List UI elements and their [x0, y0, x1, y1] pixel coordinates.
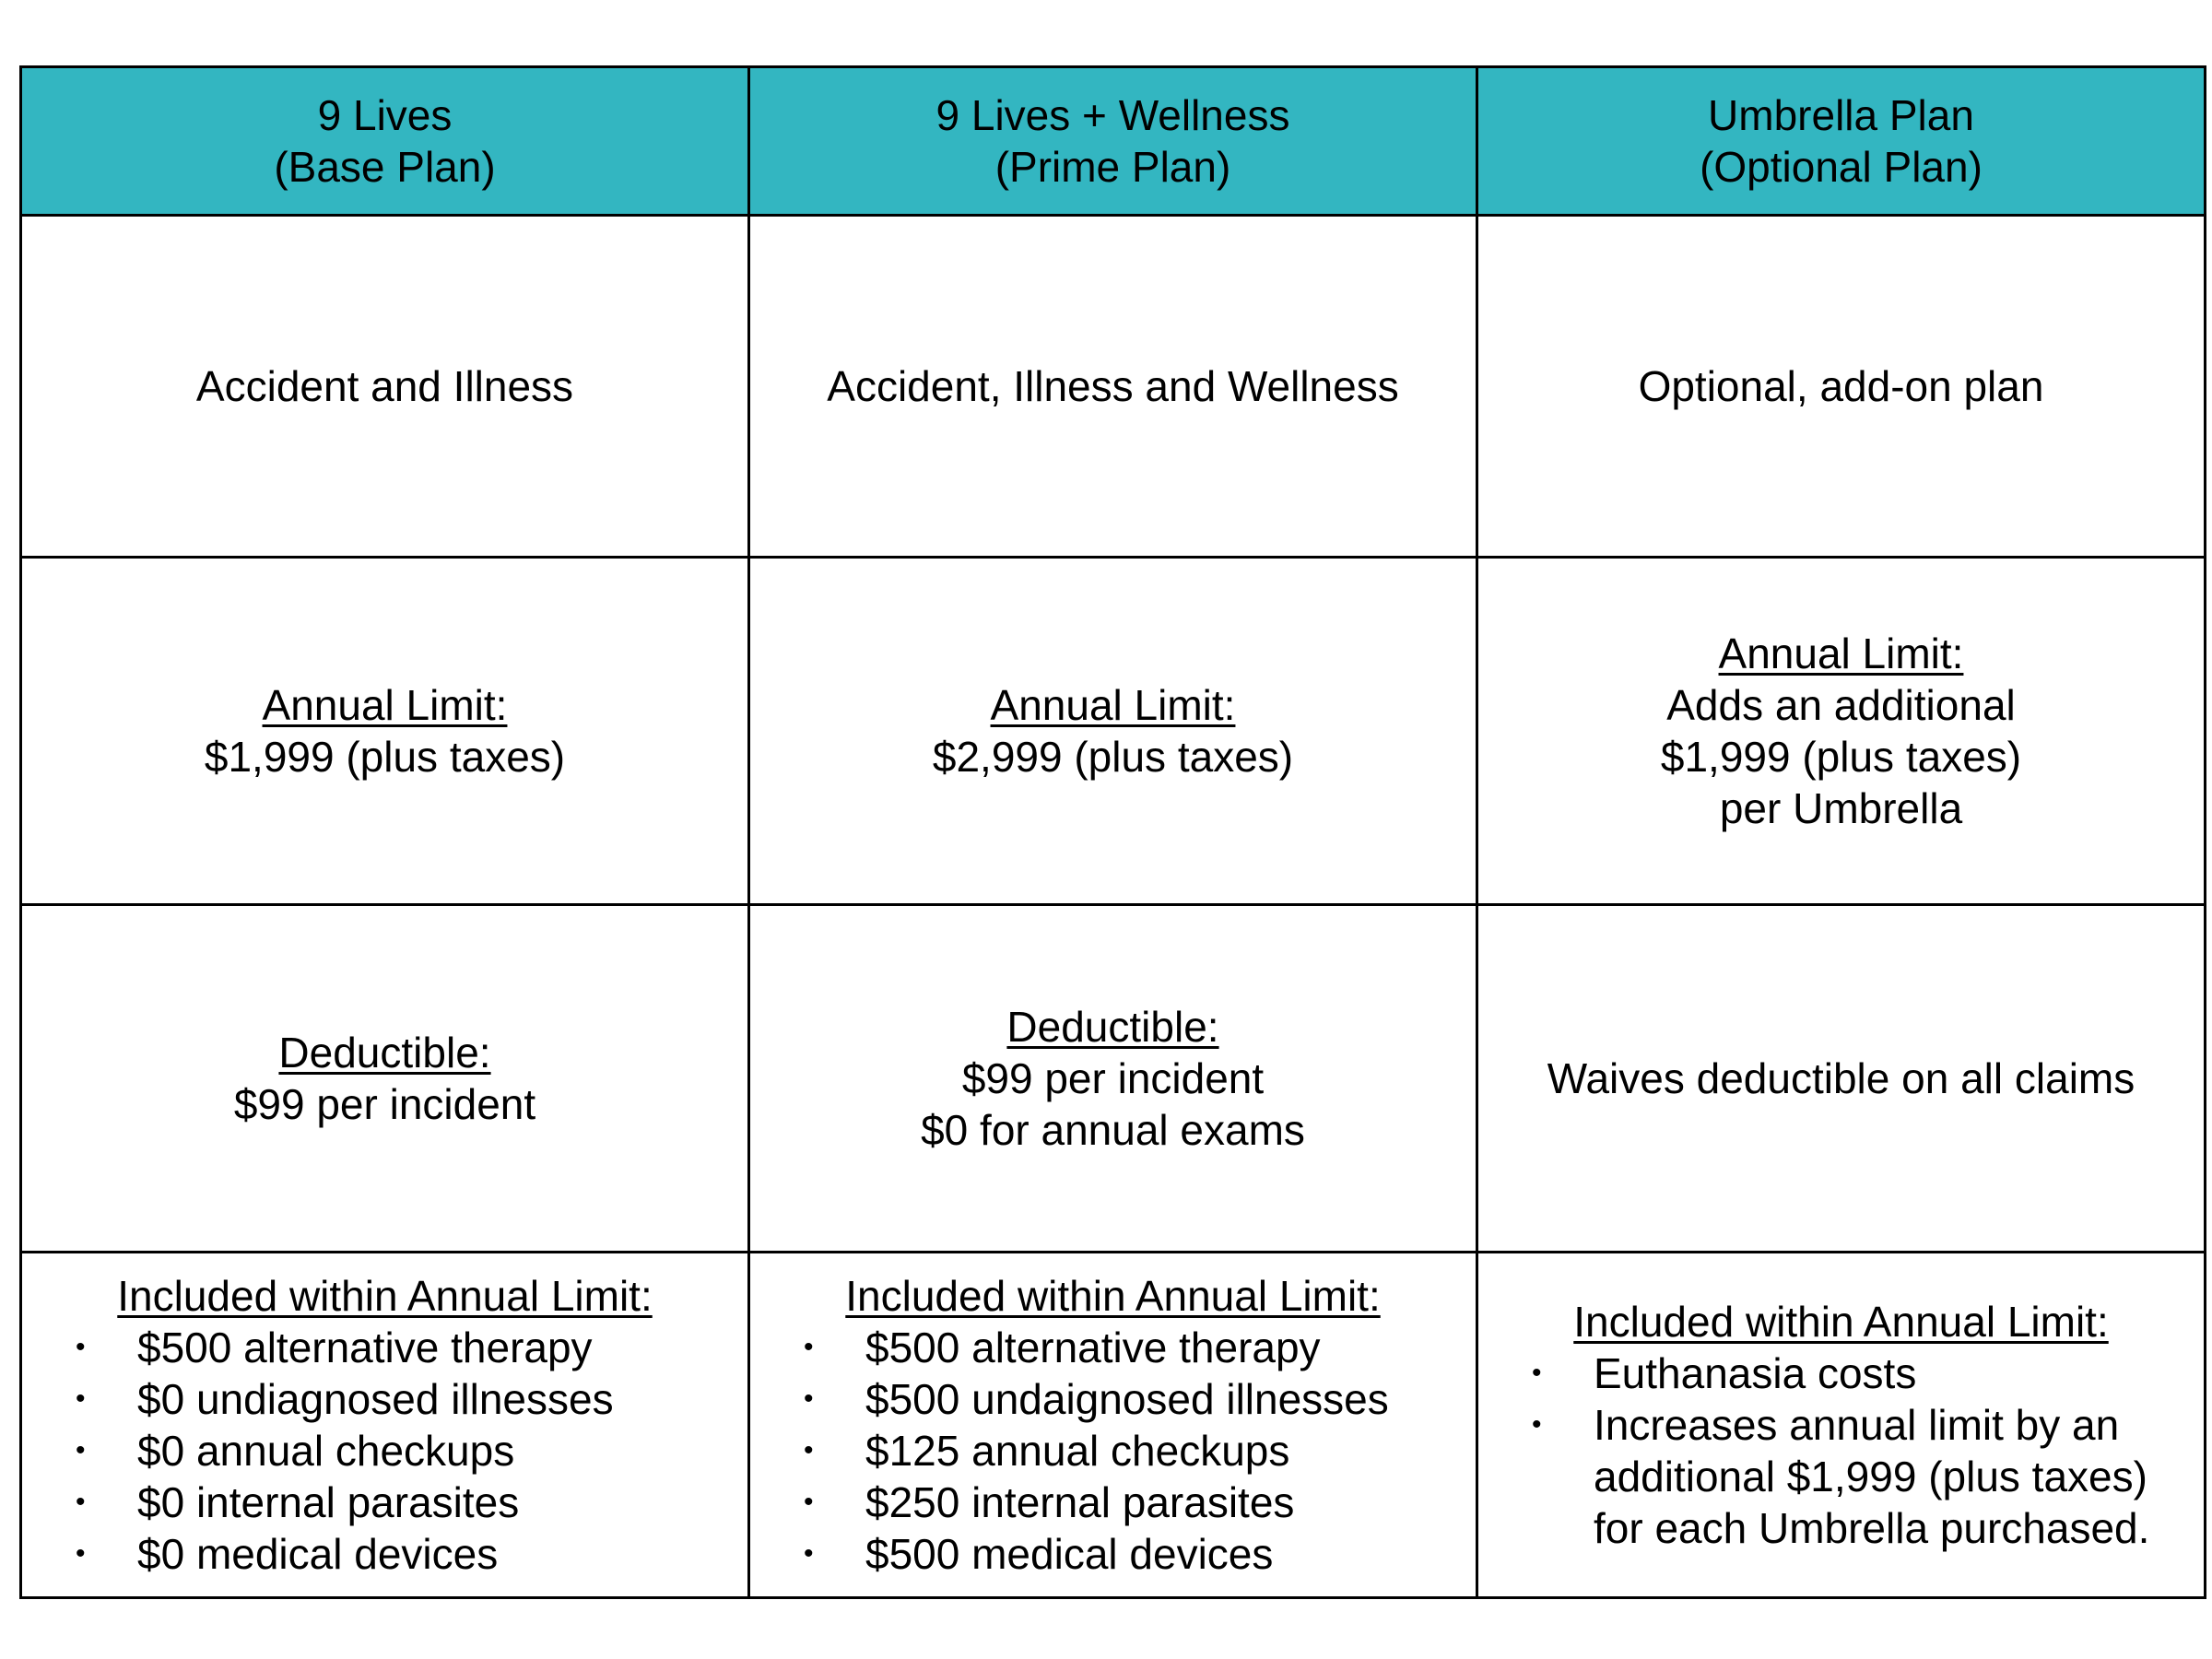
plan-type: (Optional Plan): [1700, 143, 1983, 191]
annual-limit-prime: [749, 557, 1477, 904]
annual-limit-value: $1,999 (plus taxes): [204, 732, 566, 781]
plan-name: 9 Lives: [317, 91, 453, 139]
bullet-icon: •: [76, 1537, 86, 1569]
bullet-icon: •: [1532, 1408, 1542, 1440]
header-prime-plan: [749, 67, 1477, 216]
deductible-umbrella: [1477, 904, 2206, 1252]
annual-limit-label: Annual Limit:: [1718, 629, 1964, 677]
deductible-value: $99 per incident: [233, 1079, 536, 1128]
list-item: • $500 medical devices: [804, 1529, 1274, 1578]
included-title: Included within Annual Limit:: [845, 1271, 1381, 1320]
deductible-value: Waives deductible on all claims: [1547, 1053, 2136, 1102]
annual-limit-label: Annual Limit:: [990, 680, 1236, 729]
deductible-label: Deductible:: [1006, 1002, 1219, 1051]
included-title: Included within Annual Limit:: [1573, 1297, 2109, 1346]
list-item: • Increases annual limit by an additional $1,999 (plus taxes) for each Umbrella purchased.: [1532, 1400, 2150, 1552]
coverage-umbrella: Optional, add-on plan: [1477, 216, 2206, 558]
deductible-prime: [749, 904, 1477, 1252]
bullet-icon: •: [804, 1486, 814, 1517]
included-umbrella: [1477, 1252, 2206, 1597]
included-list: [759, 1322, 1466, 1580]
included-title: Included within Annual Limit:: [117, 1271, 653, 1320]
bullet-icon: •: [1532, 1357, 1542, 1388]
bullet-icon: •: [804, 1382, 814, 1414]
included-row: [21, 1252, 2206, 1597]
list-item: • $0 internal parasites: [76, 1477, 520, 1526]
included-list: [1488, 1347, 2194, 1554]
deductible-value: $0 for annual exams: [921, 1105, 1305, 1154]
list-item: • $0 undiagnosed illnesses: [76, 1374, 614, 1423]
list-item: • $500 undaignosed illnesses: [804, 1374, 1389, 1423]
annual-limit-row: [21, 557, 2206, 904]
coverage-prime: Accident, Illness and Wellness: [749, 216, 1477, 558]
deductible-value: $99 per incident: [961, 1053, 1265, 1102]
header-row: [21, 67, 2206, 216]
annual-limit-value: per Umbrella: [1719, 783, 1963, 832]
deductible-row: [21, 904, 2206, 1252]
plan-comparison-table: [19, 65, 2206, 1599]
plan-type: (Prime Plan): [994, 143, 1231, 191]
bullet-icon: •: [76, 1382, 86, 1414]
annual-limit-value: $2,999 (plus taxes): [932, 732, 1294, 781]
annual-limit-value: $1,999 (plus taxes): [1660, 732, 2022, 781]
bullet-icon: •: [76, 1331, 86, 1362]
plan-name: Umbrella Plan: [1708, 91, 1974, 139]
list-item: • $250 internal parasites: [804, 1477, 1295, 1526]
annual-limit-value: Adds an additional: [1666, 680, 2016, 729]
list-item: • $0 annual checkups: [76, 1426, 515, 1475]
bullet-icon: •: [804, 1434, 814, 1465]
coverage-base: Accident and Illness: [21, 216, 749, 558]
bullet-icon: •: [76, 1486, 86, 1517]
plan-type: (Base Plan): [274, 143, 496, 191]
included-list: [31, 1322, 738, 1580]
list-item: • $0 medical devices: [76, 1529, 499, 1578]
list-item: • $125 annual checkups: [804, 1426, 1290, 1475]
bullet-icon: •: [76, 1434, 86, 1465]
annual-limit-base: [21, 557, 749, 904]
bullet-icon: •: [804, 1537, 814, 1569]
list-item: • Euthanasia costs: [1532, 1348, 1917, 1397]
header-umbrella-plan: [1477, 67, 2206, 216]
list-item: • $500 alternative therapy: [804, 1323, 1321, 1371]
included-prime: [749, 1252, 1477, 1597]
bullet-icon: •: [804, 1331, 814, 1362]
included-base: [21, 1252, 749, 1597]
deductible-label: Deductible:: [278, 1028, 491, 1077]
annual-limit-label: Annual Limit:: [262, 680, 508, 729]
deductible-base: [21, 904, 749, 1252]
header-base-plan: [21, 67, 749, 216]
annual-limit-umbrella: [1477, 557, 2206, 904]
plan-name: 9 Lives + Wellness: [935, 91, 1290, 139]
coverage-row: [21, 216, 2206, 558]
list-item: • $500 alternative therapy: [76, 1323, 593, 1371]
